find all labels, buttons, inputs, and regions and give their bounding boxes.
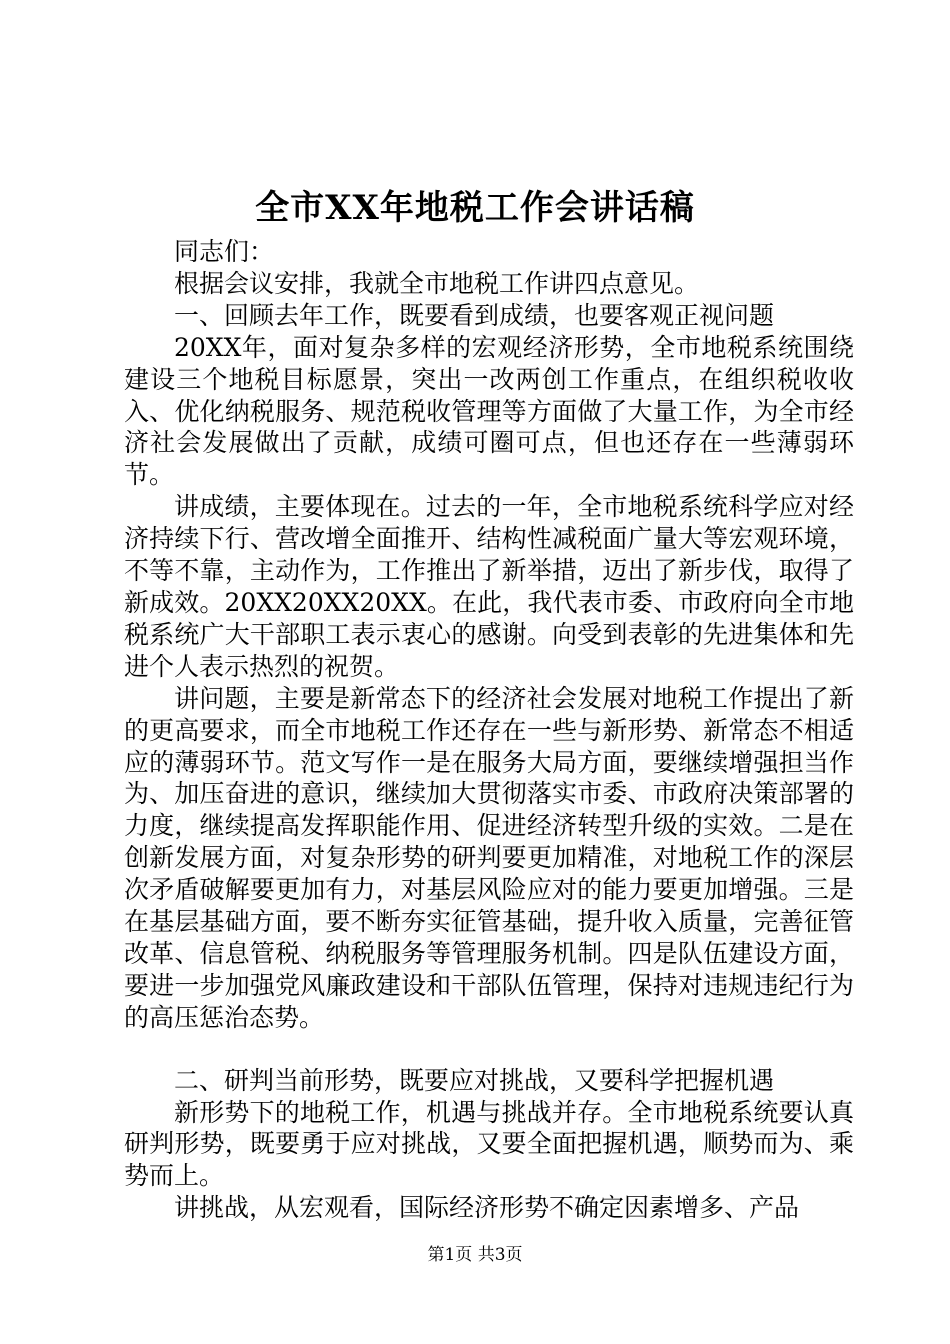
paragraph-salutation: 同志们： [174,237,275,266]
paragraph: 讲成绩，主要体现在。过去的一年，全市地税系统科学应对经济持续下行、营改增全面推开、结构性减税面广量大等宏观环境，不等不靠，主动作为，工作推出了新举措，迈出了新步伐，取得了新成效。20XX20XX20XX。在此，我代表市委、市政府向全市地税系统广大干部职工表示衷心的感谢。向受到表彰的先进集体和先进个人表示热烈的祝贺。 [124,492,854,681]
paragraph-intro: 根据会议安排，我就全市地税工作讲四点意见。 [174,268,700,298]
paragraph: 20XX年，面对复杂多样的宏观经济形势，全市地税系统围绕建设三个地税目标愿景，突出一改两创工作重点，在组织税收收入、优化纳税服务、规范税收管理等方面做了大量工作，为全市经济社会发展做出了贡献，成绩可圈可点，但也还存在一些薄弱环节。 [124,332,854,490]
page-indicator: 第1页 共3页 [427,1245,523,1265]
section-heading-1: 一、回顾去年工作，既要看到成绩，也要客观正视问题 [174,300,775,330]
document-title: 全市XX年地税工作会讲话稿 [255,188,695,228]
paragraph: 讲问题，主要是新常态下的经济社会发展对地税工作提出了新的更高要求，而全市地税工作还存在一些与新形势、新常态不相适应的薄弱环节。范文写作一是在服务大局方面，要继续增强担当作为、加压奋进的意识，继续加大贯彻落实市委、市政府决策部署的力度，继续提高发挥职能作用、促进经济转型升级的实效。二是在创新发展方面，对复杂形势的研判要更加精准，对地税工作的深层次矛盾破解要更加有力，对基层风险应对的能力要更加增强。三是在基层基础方面，要不断夯实征管基础，提升收入质量，完善征管改革、信息管税、纳税服务等管理服务机制。四是队伍建设方面，要进一步加强党风廉政建设和干部队伍管理，保持对违规违纪行为的高压惩治态势。 [124,683,854,1032]
document-body [124,236,854,1224]
paragraph: 讲挑战，从宏观看，国际经济形势不确定因素增多、产品 [174,1193,800,1223]
paragraph: 新形势下的地税工作，机遇与挑战并存。全市地税系统要认真研判形势，既要勇于应对挑战，又要全面把握机遇，顺势而为、乘势而上。 [124,1097,854,1191]
section-heading-2: 二、研判当前形势，既要应对挑战，又要科学把握机遇 [174,1065,775,1095]
